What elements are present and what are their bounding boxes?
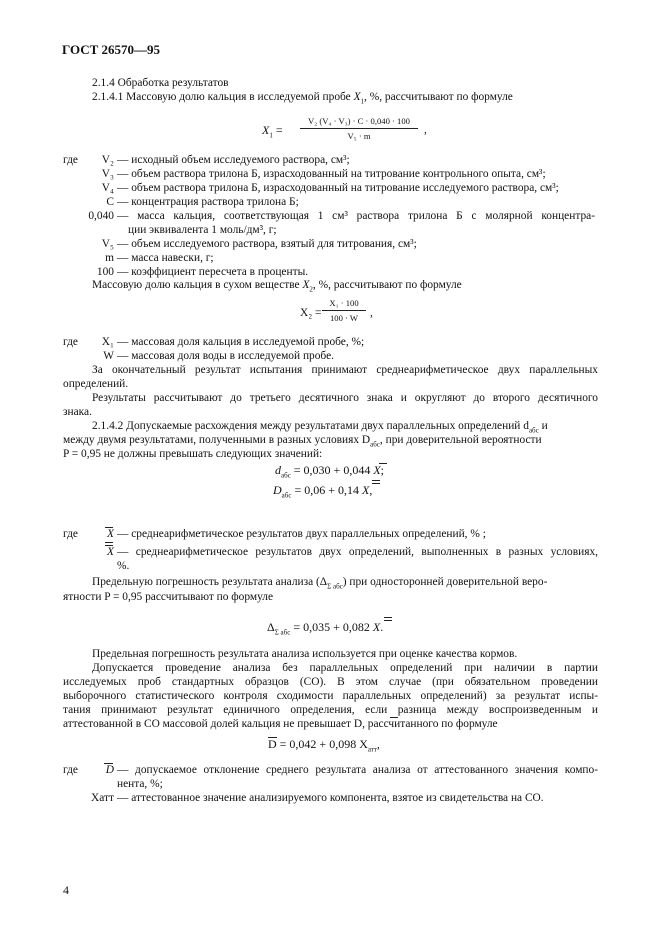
legend-text: — среднеарифметическое результатов двух параллельных определений, % ;	[117, 528, 486, 540]
legend-text: — масса кальция, соответствующая 1 см³ раствора трилона Б с молярной концентра-	[117, 210, 595, 222]
x-double-mean-overline	[384, 620, 392, 621]
legend-text: — аттестованное значение анализируемого компонента, взятое из свидетельства на СО.	[117, 792, 544, 804]
limit-error-text-continuation: ятности P = 0,95 рассчитывают по формуле	[63, 591, 274, 603]
dry-matter-text: Массовую долю кальция в сухом веществе $X_2$, %, рассчитывают по формуле	[92, 279, 462, 294]
x-double-mean-overline	[372, 480, 380, 481]
formula-2-tail: ,	[370, 307, 373, 319]
x-double-mean-overline	[384, 617, 392, 618]
rounding-text: Результаты рассчитывают до третьего десятичного знака и округляют до второго десятичного	[92, 392, 598, 404]
usage-text: Предельная погрешность результата анализа используется при оценке качества кормов.	[92, 648, 518, 660]
section-heading: 2.1.4 Обработка результатов	[92, 77, 229, 89]
legend-symbol: Xатт	[91, 792, 114, 804]
document-header: ГОСТ 26570—95	[62, 42, 161, 57]
paragraph-line: исследуемых проб стандартных образцов (СО). В этом случае (при обязательном проведении	[63, 676, 598, 688]
legend-text: — среднеарифметическое результатов двух определений, выполненных в разных условиях,	[117, 546, 598, 558]
legend-text: — объем исследуемого раствора, взятый для титрования, см³;	[117, 238, 417, 250]
legend-symbol: X	[107, 528, 114, 540]
formula-1-fraction-bar	[300, 128, 418, 129]
section-2142-line-2: между двумя результатами, полученными в разных условиях $D_{абс}$, при доверительной вероятности	[63, 434, 542, 449]
paragraph-line: Допускается проведение анализа без параллельных определений при наличии в партии	[92, 662, 598, 674]
legend-text: — массовая доля кальция в исследуемой пробе, %;	[117, 336, 365, 348]
formula-2-fraction-bar	[322, 310, 366, 311]
x-double-mean-overline	[372, 483, 380, 484]
legend-text: — допускаемое отклонение среднего результата анализа от аттестованного значения компо-	[117, 764, 598, 776]
x-mean-overline	[105, 527, 113, 528]
legend-symbol: X	[107, 546, 114, 558]
formula-1-lhs: $X_1$ =	[262, 123, 283, 140]
paragraph-line: выборочного статистического контроля сходимости параллельных определений) за результат испы-	[63, 690, 598, 702]
formula-1-numerator: V₂ (V₄ · V₃) · C · 0,040 · 100	[308, 116, 410, 126]
equation-D-deviation: D = 0,042 + 0,098 $X_{атт}$,	[268, 737, 380, 754]
formula-1-denominator: V₅ · m	[347, 131, 371, 141]
limit-error-text: Предельную погрешность результата анализа $(\Delta_{\Sigma абс})$ при односторонней доверительной веро-	[92, 576, 548, 591]
legend-text-continuation: нента, %;	[117, 778, 163, 790]
section-2142-line-1: 2.1.4.2 Допускаемые расхождения между результатами двух параллельных определений $d_{абс}$ и	[92, 420, 548, 435]
section-2141-text: 2.1.4.1 Массовую долю кальция в исследуемой пробе $X_1$, %, рассчитывают по формуле	[92, 91, 513, 106]
legend-text: — объем раствора трилона Б, израсходованный на титрование исследуемого раствора, см³;	[117, 182, 559, 194]
equation-D-abs: $D_{абс} = 0,06 + 0,14$ X,	[273, 483, 373, 500]
rounding-text-continuation: знака.	[63, 406, 92, 418]
legend-symbol: V₅	[101, 238, 114, 250]
equation-limit-error: $\Delta_{\Sigma абс} = 0,035 + 0,082$ X.	[267, 620, 384, 637]
legend-text: — концентрация раствора трилона Б;	[117, 196, 299, 208]
page-number: 4	[63, 883, 69, 897]
legend-symbol: V₄	[101, 182, 114, 194]
legend-text-continuation: %.	[117, 560, 130, 572]
where-label: где	[63, 528, 78, 540]
where-label: где	[63, 764, 78, 776]
legend-text: — исходный объем исследуемого раствора, см³;	[117, 154, 350, 166]
legend-symbol: W	[103, 350, 114, 362]
paragraph-line: аттестованной в СО массовой долей кальция не превышает D, рассчитанного по формуле	[63, 718, 498, 730]
legend-symbol: V₂	[101, 154, 114, 166]
legend-symbol: X₁	[101, 336, 114, 348]
equation-d-abs: $d_{абс} = 0,030 + 0,044$ X;	[275, 463, 385, 480]
x-mean-overline	[379, 463, 387, 464]
legend-text: — объем раствора трилона Б, израсходованный на титрование контрольного опыта, см³;	[117, 168, 546, 180]
formula-2-denominator: 100 · W	[329, 313, 358, 323]
final-result-text-continuation: определений.	[63, 378, 129, 390]
legend-text-continuation: ции эквивалента 1 моль/дм³, г;	[128, 224, 277, 236]
legend-text: — массовая доля воды в исследуемой пробе.	[117, 350, 334, 362]
legend-symbol: D	[105, 764, 114, 776]
d-overline	[268, 737, 277, 738]
legend-text: — коэффициент пересчета в проценты.	[117, 266, 309, 278]
formula-2-numerator: X₁ · 100	[329, 298, 359, 308]
legend-symbol: C	[106, 196, 114, 208]
legend-symbol: V₃	[101, 168, 114, 180]
formula-2-lhs: X₂ =	[300, 307, 322, 319]
section-2142-line-3: P = 0,95 не должны превышать следующих значений:	[63, 448, 323, 460]
where-label: где	[63, 336, 78, 348]
d-overline	[104, 763, 113, 764]
legend-symbol: m	[105, 252, 114, 264]
x-double-mean-overline	[105, 545, 113, 546]
legend-text: — масса навески, г;	[117, 252, 214, 264]
paragraph-line: тания принимают результат единичного определения, если разница между воспроизведенным и	[63, 704, 598, 716]
final-result-text: За окончательный результат испытания принимают среднеарифметическое двух параллельных	[92, 364, 598, 376]
where-label: где	[63, 154, 78, 166]
legend-symbol: 0,040	[88, 210, 114, 222]
legend-symbol: 100	[96, 266, 114, 278]
x-double-mean-overline	[105, 542, 113, 543]
formula-1-tail: ,	[424, 124, 427, 136]
d-overline	[390, 717, 398, 718]
